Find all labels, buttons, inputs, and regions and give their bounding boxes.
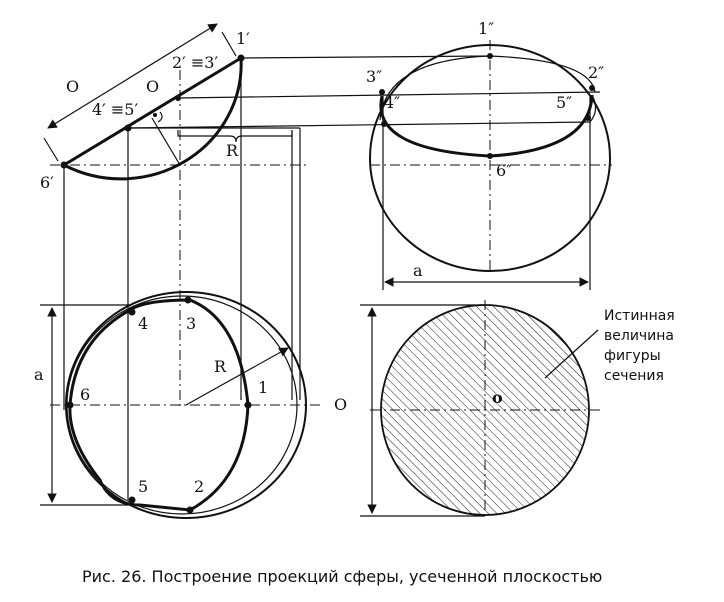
front-point-45: [125, 125, 132, 132]
front-cutting-plane: [64, 58, 241, 165]
side-point-2: [589, 85, 595, 91]
side-point-4: [381, 121, 387, 127]
label-a-plan: a: [34, 365, 44, 384]
label-23-front: 2′ ≡3′: [172, 53, 219, 72]
label-r-front: R: [226, 141, 239, 160]
side-point-1: [487, 53, 493, 59]
front-point-6: [61, 162, 68, 169]
label-1-side: 1″: [478, 19, 495, 38]
side-point-5: [585, 115, 591, 121]
note-line-1: Истинная: [604, 308, 675, 324]
projection-line: [241, 56, 490, 58]
extension-line: [44, 138, 58, 161]
front-point-23: [175, 95, 181, 101]
label-45-front: 4′ ≡5′: [92, 100, 139, 119]
label-a-side: a: [413, 261, 423, 280]
plan-point-1: [245, 402, 252, 409]
extension-line: [222, 32, 236, 56]
side-point-6: [487, 153, 493, 159]
label-o-center: O: [146, 77, 160, 96]
label-1-plan: 1: [258, 378, 269, 397]
label-o-true: O: [334, 395, 348, 414]
label-o-dimension: O: [66, 77, 80, 96]
front-center-perpendicular: [152, 118, 180, 165]
projection-line: [128, 122, 590, 128]
true-size-view: [334, 300, 675, 520]
note-line-2: величина: [604, 328, 675, 344]
plan-point-6: [67, 402, 74, 409]
label-1-front: 1′: [236, 29, 250, 48]
front-point-1: [238, 55, 245, 62]
figure-caption: Рис. 26. Построение проекций сферы, усеченной плоскостью: [82, 567, 603, 586]
label-4-plan: 4: [138, 314, 149, 333]
label-3-side: 3″: [366, 67, 383, 86]
angle-arc: [158, 112, 162, 122]
label-3-plan: 3: [186, 314, 197, 333]
plan-point-3: [185, 297, 192, 304]
label-6-plan: 6: [80, 385, 91, 404]
label-6-side: 6″: [496, 161, 513, 180]
side-view: [366, 19, 612, 290]
plan-point-4: [129, 309, 136, 316]
label-2-side: 2″: [588, 63, 605, 82]
plan-point-5: [129, 497, 136, 504]
label-2-plan: 2: [194, 477, 205, 496]
plan-point-2: [187, 507, 194, 514]
label-6-front: 6′: [40, 173, 54, 192]
note-line-3: фигуры: [604, 348, 661, 364]
label-o-center-true: o: [492, 388, 503, 407]
label-r-plan: R: [214, 357, 227, 376]
plan-view: [34, 292, 320, 518]
note-line-4: сечения: [604, 368, 664, 384]
front-point-o: [153, 113, 157, 117]
label-4-side: 4″: [384, 93, 401, 112]
label-5-side: 5″: [556, 93, 573, 112]
label-5-plan: 5: [138, 477, 149, 496]
